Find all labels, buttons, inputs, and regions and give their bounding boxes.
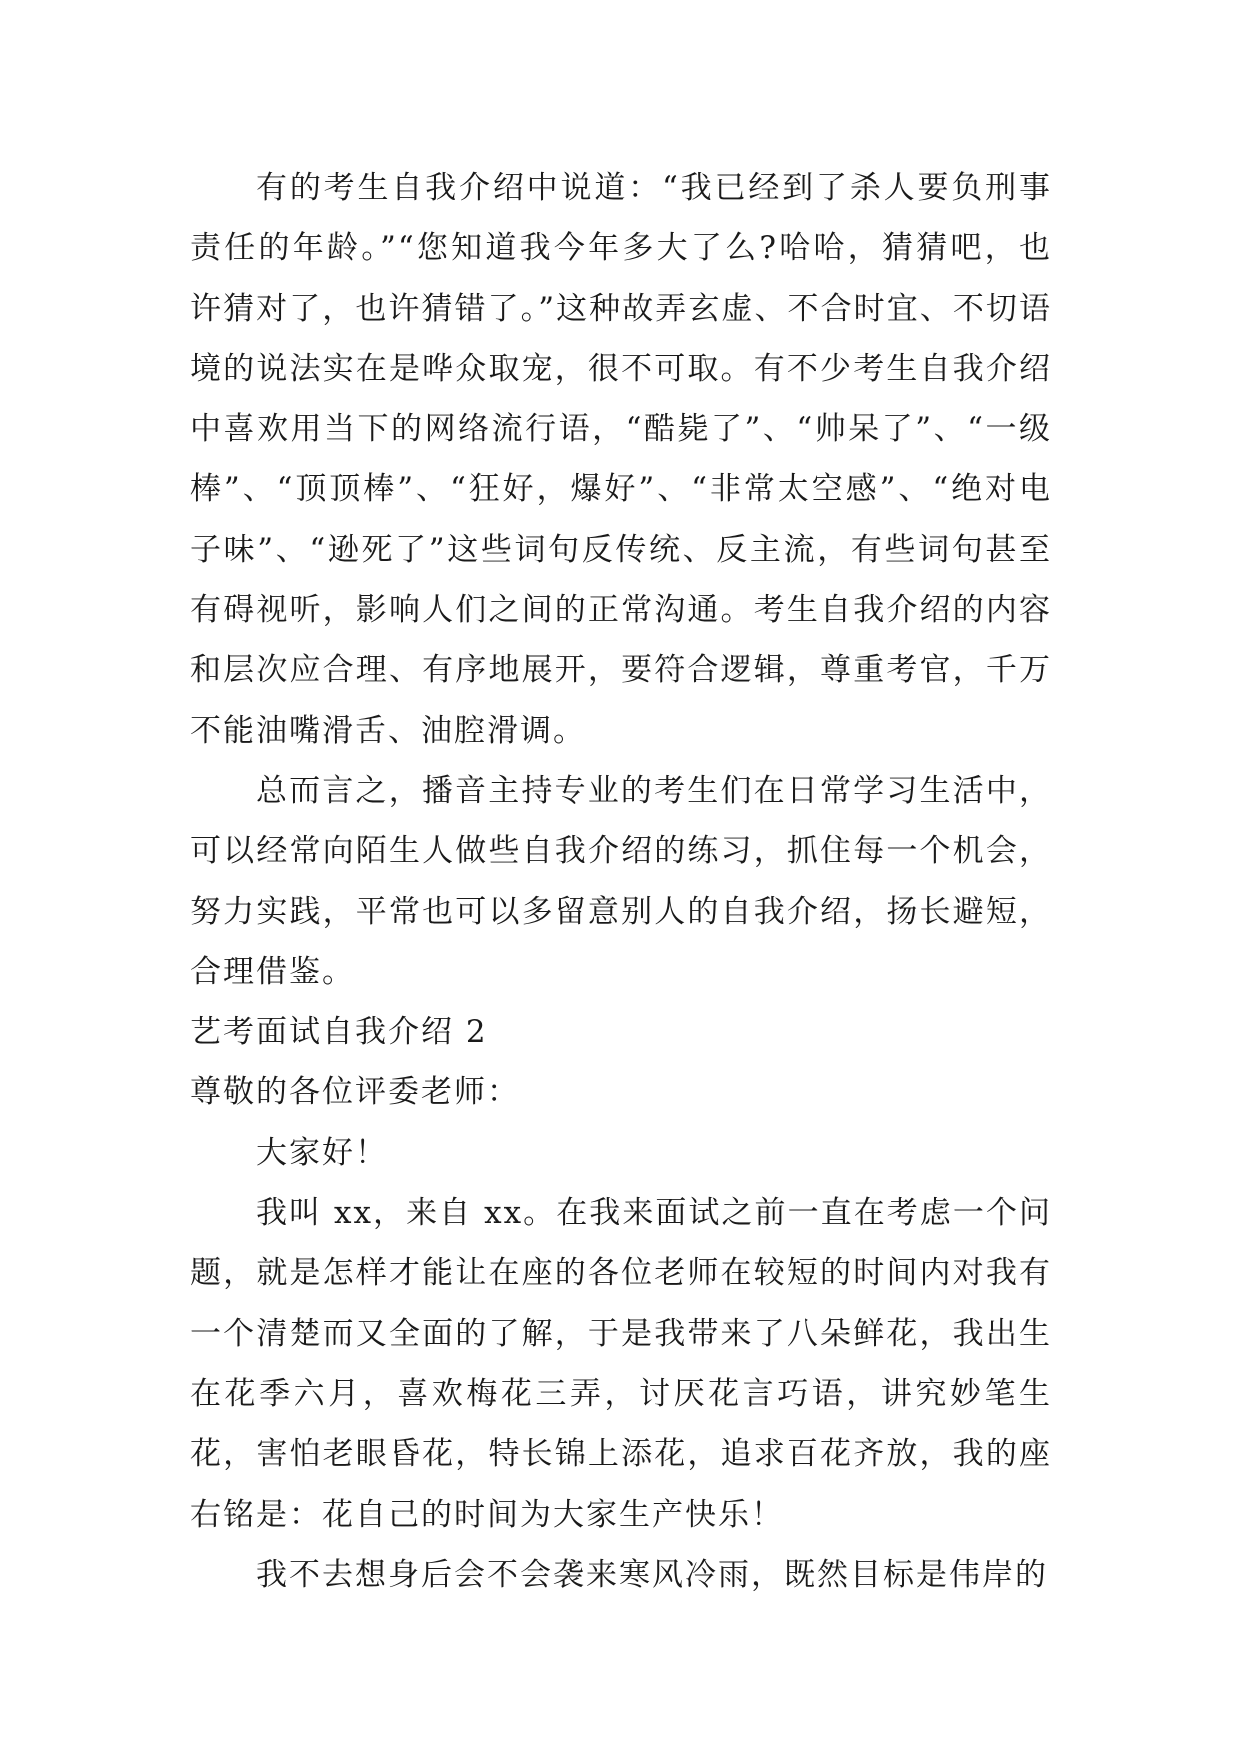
section-title: 艺考面试自我介绍 2 — [190, 1014, 488, 1051]
salutation: 尊敬的各位评委老师： — [190, 1074, 520, 1111]
greeting: 大家好！ — [256, 1134, 388, 1171]
paragraph-self-intro-mistakes: 有的考生自我介绍中说道：“我已经到了杀人要负刑事责任的年龄。”“您知道我今年多大了么?哈哈，猜猜吧，也许猜对了，也许猜错了。”这种故弄玄虚、不合时宜、不切语境的说法实在是哗众取宠，很不可取。有不少考生自我介绍中喜欢用当下的网络流行语，“酷毙了”、“帅呆了”、“一级棒”、“顶顶棒”、“狂好，爆好”、“非常太空感”、“绝对电子味”、“逊死了”这些词句反传统、反主流，有些词句甚至有碍视听，影响人们之间的正常沟通。考生自我介绍的内容和层次应合理、有序地展开，要符合逻辑，尊重考官，千万不能油嘴滑舌、油腔滑调。 — [190, 170, 1052, 749]
paragraph-eight-flowers: 我叫 xx，来自 xx。在我来面试之前一直在考虑一个问题，就是怎样才能让在座的各位老师在较短的时间内对我有一个清楚而又全面的了解，于是我带来了八朵鲜花，我出生在花季六月，喜欢梅花三弄，讨厌花言巧语，讲究妙笔生花，害怕老眼昏花，特长锦上添花，追求百花齐放，我的座右铭是：花自己的时间为大家生产快乐！ — [190, 1195, 1052, 1533]
paragraph-closing-partial: 我不去想身后会不会袭来寒风冷雨，既然目标是伟岸的 — [256, 1556, 1048, 1593]
paragraph-conclusion: 总而言之，播音主持专业的考生们在日常学习生活中，可以经常向陌生人做些自我介绍的练习，抓住每一个机会，努力实践，平常也可以多留意别人的自我介绍，扬长避短，合理借鉴。 — [190, 772, 1052, 990]
document-body — [190, 158, 1052, 1605]
